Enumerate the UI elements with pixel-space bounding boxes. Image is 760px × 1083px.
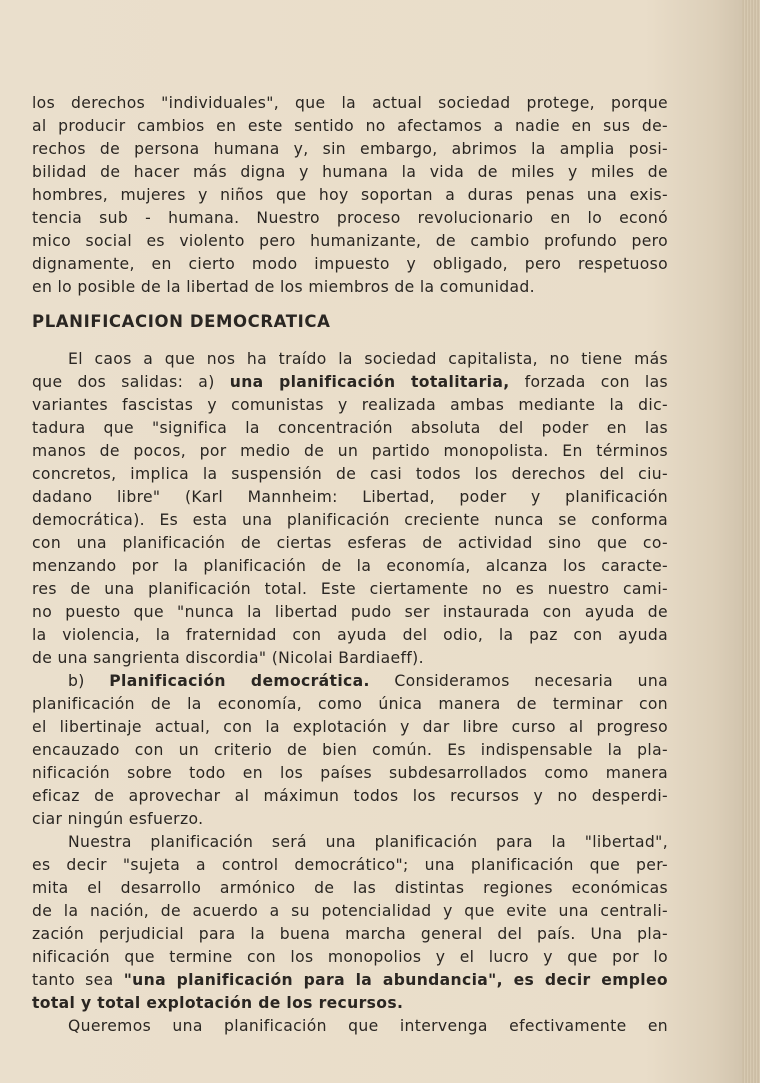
- paragraph-intervention: [32, 1015, 668, 1038]
- text-run: concretos, implica la suspensión de casi todos los derechos del ciu-: [32, 465, 668, 483]
- text-line: [32, 739, 668, 762]
- text-line: [32, 946, 668, 969]
- text-run: zación perjudicial para la buena marcha general del país. Una pla-: [32, 925, 668, 943]
- text-run: democrática). Es esta una planificación creciente nunca se conforma: [32, 511, 668, 529]
- text-line: los derechos "individuales", que la actual sociedad protege, porque: [32, 94, 668, 112]
- text-line: [32, 969, 668, 992]
- text-run: es decir "sujeta a control democrático"; una planificación que per-: [32, 856, 668, 874]
- text-run: de la nación, de acuerdo a su potencialidad y que evite una centrali-: [32, 902, 668, 920]
- text-run: forzada con las: [509, 373, 668, 391]
- text-line: [32, 348, 668, 371]
- bold-text-run: total y total explotación de los recursos.: [32, 994, 404, 1012]
- text-line: [32, 394, 668, 417]
- paragraph-capitalism: [32, 348, 668, 670]
- text-run: encauzado con un criterio de bien común. Es indispensable la pla-: [32, 741, 668, 759]
- text-run: Queremos una planificación que intervenga efectivamente en: [68, 1017, 668, 1035]
- text-run: no puesto que "nunca la libertad pudo ser instaurada con ayuda de: [32, 603, 668, 621]
- text-line: rechos de persona humana y, sin embargo, abrimos la amplia posi-: [32, 140, 668, 158]
- text-line: [32, 555, 668, 578]
- text-run: res de una planificación total. Este ciertamente no es nuestro cami-: [32, 580, 668, 598]
- page-edge: [742, 0, 760, 1083]
- text-line: en lo posible de la libertad de los miembros de la comunidad.: [32, 278, 535, 296]
- text-line: [32, 808, 668, 831]
- text-run: tadura que "significa la concentración absoluta del poder en las: [32, 419, 668, 437]
- text-run: El caos a que nos ha traído la sociedad capitalista, no tiene más: [68, 350, 668, 368]
- text-run: con una planificación de ciertas esferas de actividad sino que co-: [32, 534, 668, 552]
- text-run: manos de pocos, por medio de un partido monopolista. En términos: [32, 442, 668, 460]
- intro-paragraph: [32, 92, 668, 299]
- text-run: Nuestra planificación será una planificación para la "libertad",: [68, 833, 668, 851]
- text-line: [32, 992, 668, 1015]
- text-line: [32, 670, 668, 693]
- text-line: [32, 532, 668, 555]
- text-run: el libertinaje actual, con la explotación y dar libre curso al progreso: [32, 718, 668, 736]
- text-line: hombres, mujeres y niños que hoy soportan a duras penas una exis-: [32, 186, 668, 204]
- text-run: mita el desarrollo armónico de las distintas regiones económicas: [32, 879, 668, 897]
- text-line: [32, 509, 668, 532]
- bold-text-run: una planificación totalitaria,: [229, 373, 510, 391]
- text-line: bilidad de hacer más digna y humana la vida de miles y miles de: [32, 163, 668, 181]
- text-run: menzando por la planificación de la economía, alcanza los caracte-: [32, 557, 668, 575]
- text-run: Consideramos necesaria una: [369, 672, 668, 690]
- text-line: [32, 854, 668, 877]
- text-line: [32, 831, 668, 854]
- text-run: planificación de la economía, como única manera de terminar con: [32, 695, 668, 713]
- text-line: [32, 486, 668, 509]
- text-line: dignamente, en cierto modo impuesto y obligado, pero respetuoso: [32, 255, 668, 273]
- bold-text-run: Planificación democrática.: [109, 672, 370, 690]
- text-line: [32, 900, 668, 923]
- text-run: ciar ningún esfuerzo.: [32, 810, 204, 828]
- document-text: [32, 92, 668, 1038]
- text-line: [32, 417, 668, 440]
- text-line: [32, 762, 668, 785]
- text-line: [32, 647, 668, 670]
- text-run: que dos salidas: a): [32, 373, 230, 391]
- bold-text-run: "una planificación para la abundancia", es decir empleo: [123, 971, 668, 989]
- text-line: [32, 371, 668, 394]
- text-run: variantes fascistas y comunistas y realizada ambas mediante la dic-: [32, 396, 668, 414]
- text-run: tanto sea: [32, 971, 124, 989]
- text-line: tencia sub - humana. Nuestro proceso revolucionario en lo econó: [32, 209, 668, 227]
- text-line: [32, 624, 668, 647]
- paragraph-democratic-planning: [32, 670, 668, 831]
- text-line: [32, 578, 668, 601]
- section-heading: PLANIFICACION DEMOCRATICA: [32, 312, 331, 331]
- text-line: al producir cambios en este sentido no afectamos a nadie en sus de-: [32, 117, 668, 135]
- text-run: de una sangrienta discordia" (Nicolai Bardiaeff).: [32, 649, 424, 667]
- text-run: nificación que termine con los monopolios y el lucro y que por lo: [32, 948, 668, 966]
- text-line: [32, 1015, 668, 1038]
- text-line: [32, 601, 668, 624]
- text-run: b): [68, 672, 110, 690]
- text-line: [32, 463, 668, 486]
- text-line: [32, 693, 668, 716]
- text-line: [32, 877, 668, 900]
- text-line: [32, 785, 668, 808]
- text-line: [32, 716, 668, 739]
- text-line: [32, 923, 668, 946]
- text-run: eficaz de aprovechar al máximun todos los recursos y no desperdi-: [32, 787, 668, 805]
- paragraph-freedom-planning: [32, 831, 668, 1015]
- text-run: la violencia, la fraternidad con ayuda del odio, la paz con ayuda: [32, 626, 668, 644]
- text-line: mico social es violento pero humanizante, de cambio profundo pero: [32, 232, 668, 250]
- text-run: nificación sobre todo en los países subdesarrollados como manera: [32, 764, 668, 782]
- text-line: [32, 440, 668, 463]
- text-run: dadano libre" (Karl Mannheim: Libertad, poder y planificación: [32, 488, 668, 506]
